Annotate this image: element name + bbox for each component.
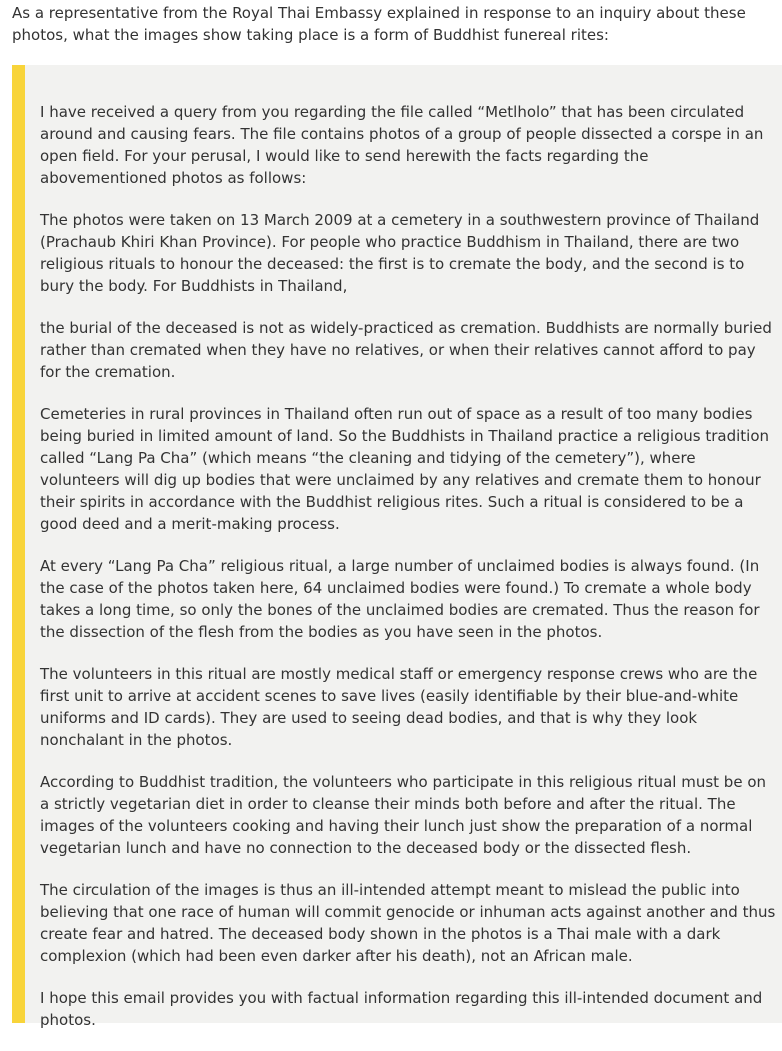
quote-paragraph-4: Cemeteries in rural provinces in Thailand often run out of space as a result of too many bodies being buried in limited amount of land. So the Buddhists in Thailand practice a religious tradition called “Lang Pa Cha” (which means “the cleaning and tidying of the cemetery”), where volunteers will dig up bodies that were unclaimed by any relatives and cremate them to honour their spirits in accordance with the Buddhist religious rites. Such a ritual is considered to be a good deed and a merit-making process. [40, 405, 770, 533]
intro-paragraph: As a representative from the Royal Thai Embassy explained in response to an inquiry about these photos, what the images show taking place is a form of Buddhist funereal rites: [12, 4, 746, 44]
blockquote-body [40, 101, 778, 1051]
quote-paragraph-9: I hope this email provides you with factual information regarding this ill-intended document and photos. [40, 989, 763, 1029]
quote-paragraph-1: I have received a query from you regarding the file called “Metlholo” that has been circulated around and causing fears. The file contains photos of a group of people dissected a corspe in an open field. For your perusal, I would like to send herewith the facts regarding the abovementioned photos as follows: [40, 103, 764, 187]
blockquote-accent-bar [12, 65, 25, 1023]
blockquote [12, 65, 782, 1029]
quote-paragraph-2: The photos were taken on 13 March 2009 at a cemetery in a southwestern province of Thailand (Prachaub Khiri Khan Province). For people who practice Buddhism in Thailand, there are two religious rituals to honour the deceased: the first is to cremate the body, and the second is to bury the body. For Buddhists in Thailand, [40, 211, 760, 295]
quote-paragraph-6: The volunteers in this ritual are mostly medical staff or emergency response crews who are the first unit to arrive at accident scenes to save lives (easily identifiable by their blue-and-white uniforms and ID cards). They are used to seeing dead bodies, and that is why they look nonchalant in the photos. [40, 665, 758, 749]
quote-paragraph-8: The circulation of the images is thus an ill-intended attempt meant to mislead the public into believing that one race of human will commit genocide or inhuman acts against another and thus create fear and hatred. The deceased body shown in the photos is a Thai male with a dark complexion (which had been even darker after his death), not an African male. [40, 881, 776, 965]
quote-paragraph-7: According to Buddhist tradition, the volunteers who participate in this religious ritual must be on a strictly vegetarian diet in order to cleanse their minds both before and after the ritual. The images of the volunteers cooking and having their lunch just show the preparation of a normal vegetarian lunch and have no connection to the deceased body or the dissected flesh. [40, 773, 766, 857]
quote-paragraph-3: the burial of the deceased is not as widely-practiced as cremation. Buddhists are normally buried rather than cremated when they have no relatives, or when their relatives cannot afford to pay for the cremation. [40, 319, 772, 381]
quote-paragraph-5: At every “Lang Pa Cha” religious ritual, a large number of unclaimed bodies is always found. (In the case of the photos taken here, 64 unclaimed bodies were found.) To cremate a whole body takes a long time, so only the bones of the unclaimed bodies are cremated. Thus the reason for the dissection of the flesh from the bodies as you have seen in the photos. [40, 557, 760, 641]
